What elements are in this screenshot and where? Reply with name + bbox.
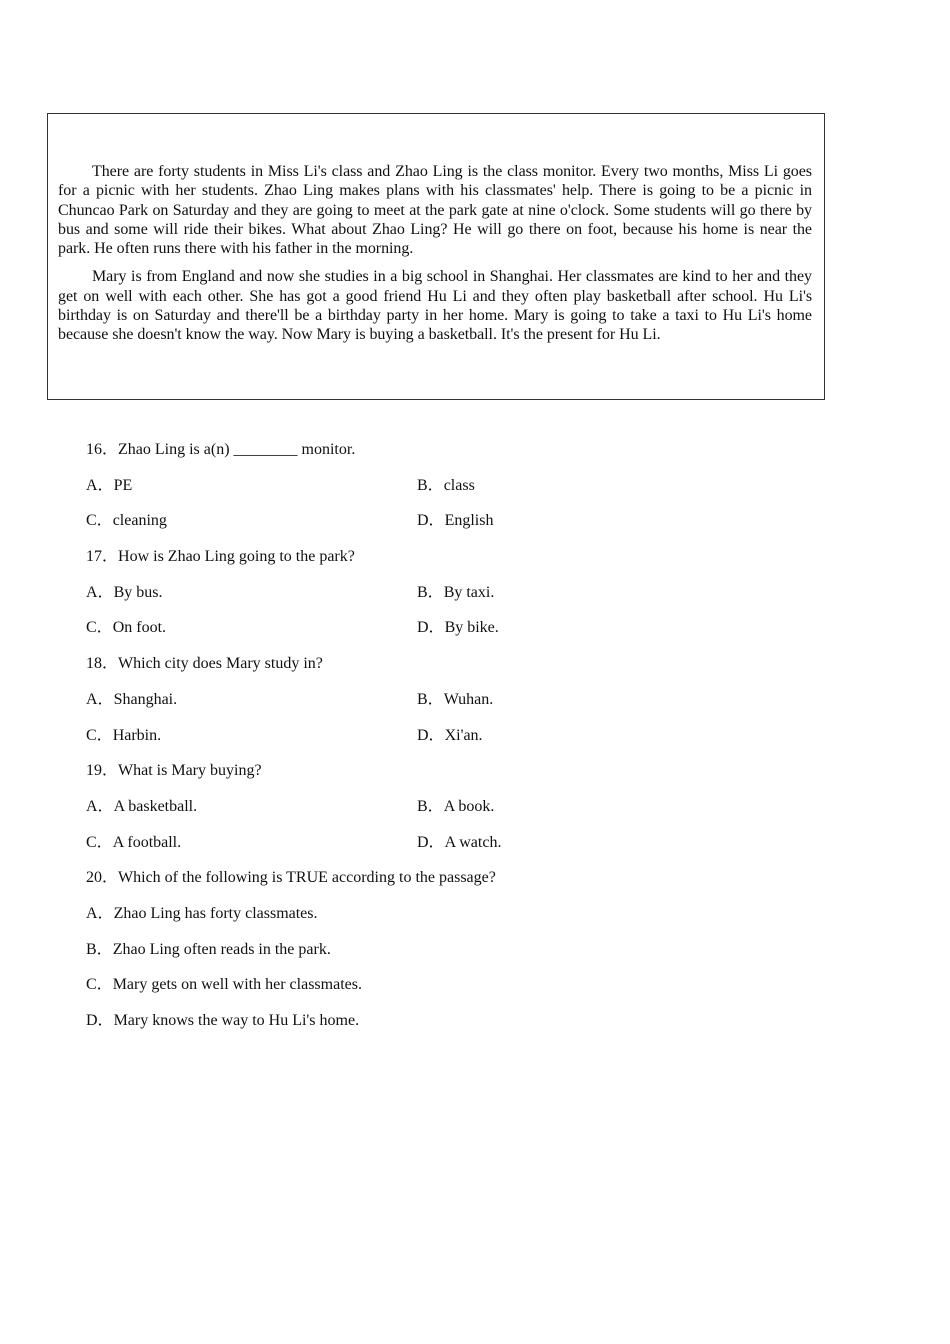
option-c[interactable]: C．A football.	[86, 833, 182, 851]
question-19-options-row-1	[86, 797, 786, 833]
question-20-option-c[interactable]: C．Mary gets on well with her classmates.	[86, 976, 362, 994]
option-b[interactable]: B．class	[417, 476, 475, 494]
question-number: 19．	[86, 762, 119, 780]
option-a[interactable]: A．By bus.	[86, 583, 163, 601]
option-c[interactable]: C．On foot.	[86, 619, 167, 637]
option-d[interactable]: D．English	[417, 512, 494, 530]
question-stem: Which city does Mary study in?	[118, 655, 323, 673]
option-c[interactable]: C．cleaning	[86, 512, 167, 530]
question-18-options-row-1	[86, 690, 786, 726]
question-number: 18．	[86, 655, 119, 673]
question-17-stem	[86, 547, 786, 583]
question-19-options-row-2	[86, 833, 786, 869]
question-stem: How is Zhao Ling going to the park?	[118, 548, 355, 566]
question-list	[86, 440, 786, 1047]
question-20-option-a[interactable]: A．Zhao Ling has forty classmates.	[86, 904, 318, 922]
question-stem: What is Mary buying?	[118, 762, 262, 780]
question-number: 16．	[86, 441, 119, 458]
passage-paragraph-1: There are forty students in Miss Li's class and Zhao Ling is the class monitor. Every two months, Miss Li goes for a picnic with her students. Zhao Ling makes plans with his classmates' help. There is going to be a picnic in Chuncao Park on Saturday and they are going to meet at the park gate at nine o'clock. Some students will go there by bus and some will ride their bikes. What about Zhao Ling? He will go there on foot, because his home is near the park. He often runs there with his father in the morning.	[58, 163, 812, 258]
question-19-stem	[86, 761, 786, 797]
question-17-options-row-1	[86, 583, 786, 619]
question-16-stem	[86, 440, 786, 476]
option-b[interactable]: B．By taxi.	[417, 583, 495, 601]
question-17-options-row-2	[86, 618, 786, 654]
question-18-stem	[86, 654, 786, 690]
option-b[interactable]: B．Wuhan.	[417, 690, 494, 708]
question-16-options-row-1	[86, 476, 786, 512]
passage-paragraph-2: Mary is from England and now she studies in a big school in Shanghai. Her classmates are kind to her and they get on well with each other. She has got a good friend Hu Li and they often play basketball after school. Hu Li's birthday is on Saturday and there'll be a birthday party in her home. Mary is going to take a taxi to Hu Li's home because she doesn't know the way. Now Mary is buying a basketball. It's the present for Hu Li.	[58, 268, 812, 344]
question-stem: Which of the following is TRUE according to the passage?	[118, 869, 496, 887]
option-a[interactable]: A．A basketball.	[86, 797, 198, 815]
question-16-options-row-2	[86, 511, 786, 547]
question-number: 17．	[86, 548, 119, 566]
question-20-stem	[86, 868, 786, 904]
option-d[interactable]: D．A watch.	[417, 833, 502, 851]
option-c[interactable]: C．Harbin.	[86, 726, 162, 744]
reading-passage-box	[47, 113, 825, 400]
option-b[interactable]: B．A book.	[417, 797, 495, 815]
option-d[interactable]: D．Xi'an.	[417, 726, 483, 744]
option-d[interactable]: D．By bike.	[417, 619, 499, 637]
option-a[interactable]: A．Shanghai.	[86, 690, 178, 708]
question-stem: Zhao Ling is a(n) ________ monitor.	[118, 441, 356, 458]
question-20-option-b[interactable]: B．Zhao Ling often reads in the park.	[86, 940, 331, 958]
question-20-option-d[interactable]: D．Mary knows the way to Hu Li's home.	[86, 1012, 360, 1029]
option-a[interactable]: A．PE	[86, 476, 133, 494]
question-18-options-row-2	[86, 726, 786, 762]
question-number: 20．	[86, 869, 119, 887]
